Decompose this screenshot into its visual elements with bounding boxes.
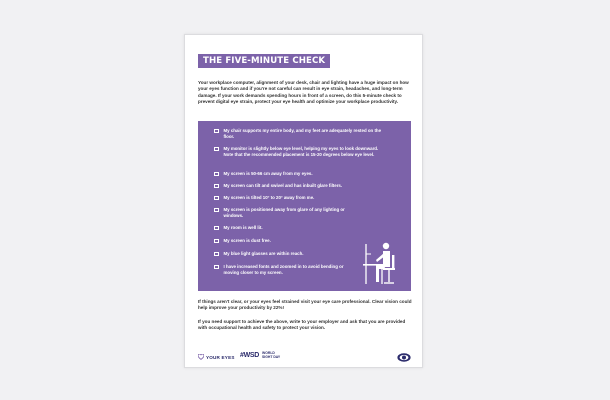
checkbox-icon[interactable]: [214, 196, 219, 201]
checklist-item[interactable]: [214, 195, 389, 201]
checkbox-icon[interactable]: [214, 239, 219, 244]
love-your-eyes-text: YOUR EYES: [206, 354, 235, 360]
checkbox-icon[interactable]: [214, 172, 219, 177]
checklist-item[interactable]: [214, 183, 389, 189]
checklist-item-text: My screen can tilt and swivel and has inbuilt glare filters.: [223, 183, 343, 188]
checklist-item-text: My screen is dust free.: [223, 238, 271, 243]
checklist-item-text: My chair supports my entire body, and my feet are adequately rested on the floor.: [223, 128, 382, 140]
checklist-item-text: My monitor is slightly below eye level, helping my eyes to look downward. Note that the recommended placement is 15-20 degrees below eye level.: [223, 146, 379, 158]
wsd-mark: #WSD: [240, 352, 260, 360]
checklist-item[interactable]: [214, 238, 344, 244]
wsd-text: WORLD SIGHT DAY: [262, 351, 281, 359]
outro-paragraph: If you need support to achieve the above, write to your employer and ask that you are provided with occupational health and safety to protect your vision.: [198, 319, 406, 331]
checkbox-icon[interactable]: [214, 147, 219, 152]
checklist-item[interactable]: [214, 251, 344, 257]
checklist-item-text: I have increased fonts and zoomed in to avoid bending or moving closer to my screen.: [223, 264, 344, 276]
checklist-item[interactable]: [214, 207, 349, 219]
checkbox-icon[interactable]: [214, 208, 219, 213]
checklist-item[interactable]: [214, 171, 389, 177]
checkbox-icon[interactable]: [214, 252, 219, 257]
footer: [198, 353, 411, 363]
checklist-item[interactable]: [214, 264, 349, 276]
desk-worker-icon: [362, 240, 406, 286]
checklist-item-text: My screen is positioned away from glare of any lighting or windows.: [223, 207, 345, 219]
checklist-item-text: My room is well lit.: [223, 225, 263, 230]
checklist-panel: [198, 121, 411, 291]
love-your-eyes-logo: [198, 354, 235, 360]
outro-paragraph: If things aren't clear, or your eyes feel strained visit your eye care professional. Clear vision could help improve your productivity by 22%!: [198, 299, 412, 311]
checklist-item[interactable]: [214, 146, 389, 158]
heart-icon: [198, 354, 204, 360]
checkbox-icon[interactable]: [214, 226, 219, 231]
checkbox-icon[interactable]: [214, 184, 219, 189]
document-page: [184, 34, 423, 368]
page-title: THE FIVE-MINUTE CHECK: [198, 54, 330, 68]
checkbox-icon[interactable]: [214, 265, 219, 270]
world-sight-day-logo: [240, 352, 282, 360]
eye-logo-icon: [397, 353, 411, 362]
checkbox-icon[interactable]: [214, 129, 219, 134]
checklist-item[interactable]: [214, 128, 389, 140]
checklist-item-text: My blue light glasses are within reach.: [223, 251, 304, 256]
checklist-item-text: My screen is tilted 10° to 20° away from me.: [223, 195, 315, 200]
checklist-item-text: My screen is 50-66 cm away from my eyes.: [223, 171, 313, 176]
checklist-item[interactable]: [214, 225, 344, 231]
intro-paragraph: Your workplace computer, alignment of your desk, chair and lighting have a huge impact on how your eyes function and if you're not careful can result in eye strain, headaches, and long-term damage. If your work demands spending hours in front of a screen, do this 5-minute check to prevent digital eye strain, protect your eye health and optimize your workplace productivity.: [198, 80, 409, 105]
